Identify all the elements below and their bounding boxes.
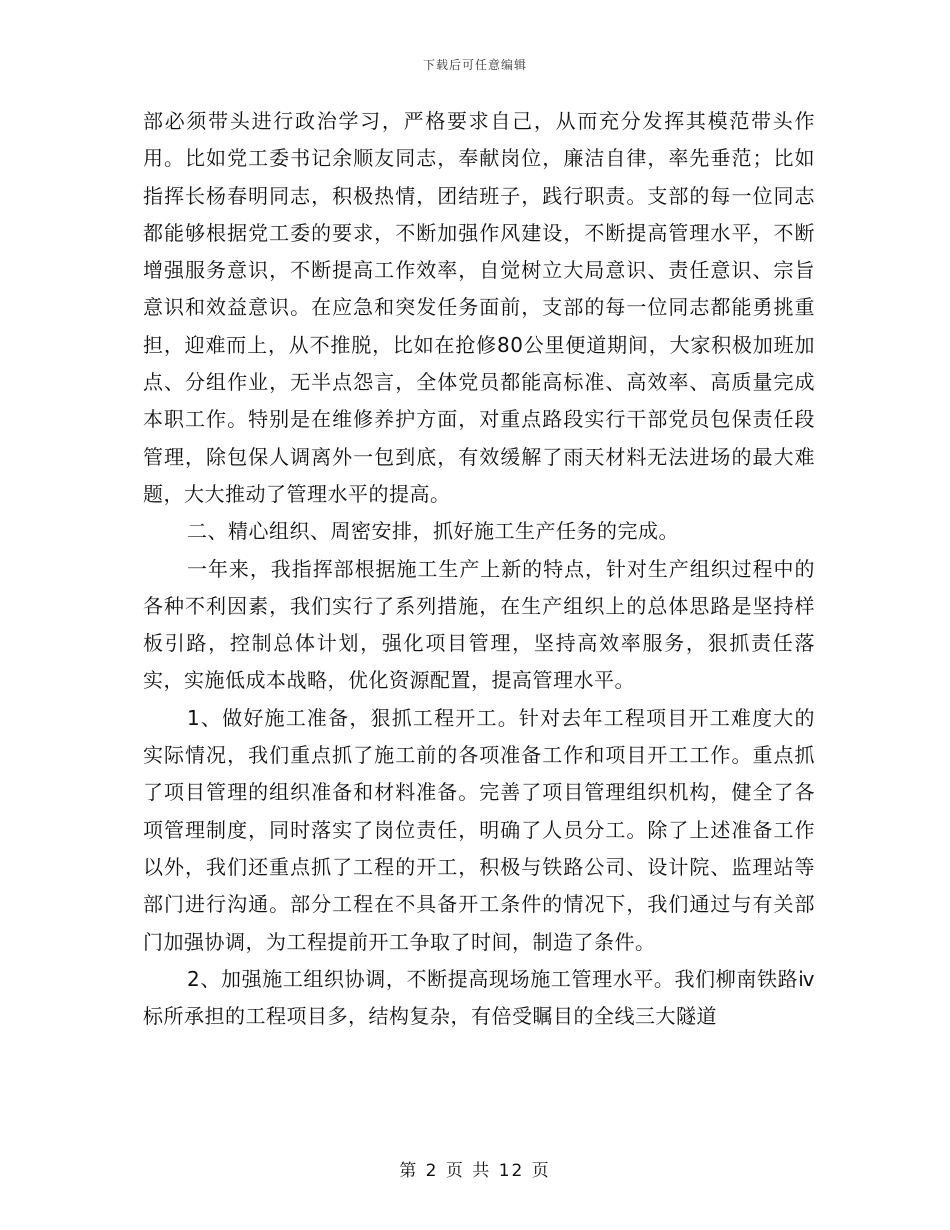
- paragraph-overview: 一年来，我指挥部根据施工生产上新的特点，针对生产组织过程中的各种不利因素，我们实行了系列措施，在生产组织上的总体思路是坚持样板引路，控制总体计划，强化项目管理，坚持高效率服务，狠抓责任落实，实施低成本战略，优化资源配置，提高管理水平。: [143, 556, 815, 693]
- paragraph-continued: 部必须带头进行政治学习，严格要求自己，从而充分发挥其模范带头作用。比如党工委书记余顺友同志，奉献岗位，廉洁自律，率先垂范；比如指挥长杨春明同志，积极热情，团结班子，践行职责。支部的每一位同志都能够根据党工委的要求，不断加强作风建设，不断提高管理水平，不断增强服务意识，不断提高工作效率，自觉树立大局意识、责任意识、宗旨意识和效益意识。在应急和突发任务面前，支部的每一位同志都能勇挑重担，迎难而上，从不推脱，比如在抢修80公里便道期间，大家积极加班加点、分组作业，无半点怨言，全体党员都能高标准、高效率、高质量完成本职工作。特别是在维修养护方面，对重点路段实行干部党员包保责任段管理，除包保人调离外一包到底，有效缓解了雨天材料无法进场的最大难题，大大推动了管理水平的提高。: [143, 109, 815, 506]
- section-heading-two: 二、精心组织、周密安排，抓好施工生产任务的完成。: [187, 519, 679, 544]
- paragraph-item-one: 1、做好施工准备，狠抓工程开工。针对去年工程项目开工难度大的实际情况，我们重点抓了施工前的各项准备工作和项目开工工作。重点抓了项目管理的组织准备和材料准备。完善了项目管理组织机构，健全了各项管理制度，同时落实了岗位责任，明确了人员分工。除了上述准备工作以外，我们还重点抓了工程的开工，积极与铁路公司、设计院、监理站等部门进行沟通。部分工程在不具备开工条件的情况下，我们通过与有关部门加强协调，为工程提前开工争取了时间，制造了条件。: [143, 705, 815, 954]
- page-number-footer: 第 2 页 共 12 页: [399, 1161, 551, 1181]
- page-header: 下载后可任意编辑: [422, 58, 527, 72]
- document-body: [143, 103, 815, 1035]
- paragraph-item-two: 2、加强施工组织协调，不断提高现场施工管理水平。我们柳南铁路ⅳ标所承担的工程项目多，结构复杂，有倍受瞩目的全线三大隧道: [143, 966, 815, 1029]
